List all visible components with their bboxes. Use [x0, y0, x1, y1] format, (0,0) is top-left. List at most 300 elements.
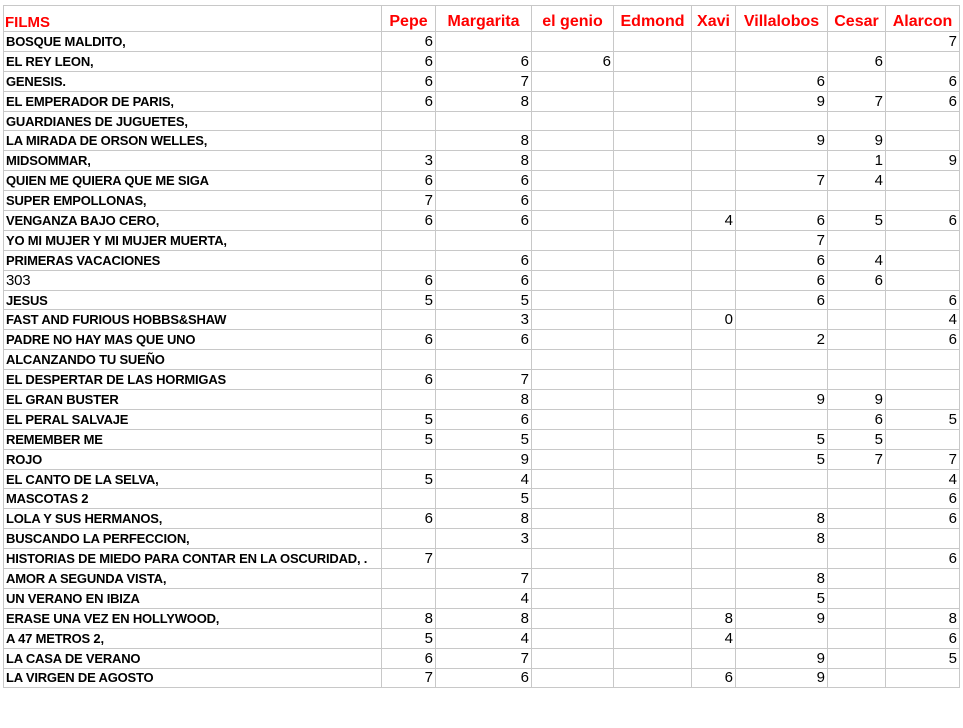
score-cell-margarita[interactable]: 7 [436, 71, 532, 91]
score-cell-margarita[interactable] [436, 350, 532, 370]
score-cell-cesar[interactable] [828, 668, 886, 688]
score-cell-margarita[interactable]: 7 [436, 370, 532, 390]
score-cell-pepe[interactable]: 7 [382, 668, 436, 688]
score-cell-alarcon[interactable]: 6 [886, 509, 960, 529]
score-cell-pepe[interactable] [382, 350, 436, 370]
score-cell-el-genio[interactable] [532, 469, 614, 489]
score-cell-alarcon[interactable]: 6 [886, 549, 960, 569]
score-cell-cesar[interactable]: 4 [828, 171, 886, 191]
score-cell-xavi[interactable] [692, 350, 736, 370]
score-cell-edmond[interactable] [614, 111, 692, 131]
score-cell-xavi[interactable]: 4 [692, 628, 736, 648]
score-cell-xavi[interactable] [692, 191, 736, 211]
score-cell-cesar[interactable] [828, 71, 886, 91]
score-cell-pepe[interactable] [382, 489, 436, 509]
film-title-cell[interactable]: UN VERANO EN IBIZA [4, 588, 382, 608]
score-cell-xavi[interactable] [692, 549, 736, 569]
score-cell-margarita[interactable] [436, 549, 532, 569]
score-cell-villalobos[interactable]: 5 [736, 429, 828, 449]
score-cell-pepe[interactable] [382, 449, 436, 469]
score-cell-alarcon[interactable] [886, 668, 960, 688]
score-cell-villalobos[interactable]: 9 [736, 648, 828, 668]
score-cell-edmond[interactable] [614, 648, 692, 668]
score-cell-pepe[interactable]: 3 [382, 151, 436, 171]
film-title-cell[interactable]: AMOR A SEGUNDA VISTA, [4, 569, 382, 589]
score-cell-el-genio[interactable] [532, 91, 614, 111]
score-cell-edmond[interactable] [614, 390, 692, 410]
score-cell-xavi[interactable] [692, 648, 736, 668]
score-cell-cesar[interactable] [828, 569, 886, 589]
score-cell-xavi[interactable] [692, 32, 736, 52]
score-cell-xavi[interactable] [692, 71, 736, 91]
score-cell-xavi[interactable]: 0 [692, 310, 736, 330]
score-cell-cesar[interactable] [828, 350, 886, 370]
score-cell-xavi[interactable]: 6 [692, 668, 736, 688]
score-cell-xavi[interactable] [692, 370, 736, 390]
score-cell-alarcon[interactable]: 6 [886, 290, 960, 310]
film-title-cell[interactable]: FAST AND FURIOUS HOBBS&SHAW [4, 310, 382, 330]
header-cell-pepe[interactable]: Pepe [382, 6, 436, 32]
film-title-cell[interactable]: LA CASA DE VERANO [4, 648, 382, 668]
score-cell-villalobos[interactable]: 2 [736, 330, 828, 350]
score-cell-el-genio[interactable]: 6 [532, 51, 614, 71]
score-cell-pepe[interactable]: 6 [382, 509, 436, 529]
score-cell-cesar[interactable] [828, 588, 886, 608]
score-cell-edmond[interactable] [614, 489, 692, 509]
score-cell-margarita[interactable] [436, 230, 532, 250]
score-cell-el-genio[interactable] [532, 608, 614, 628]
score-cell-el-genio[interactable] [532, 529, 614, 549]
score-cell-margarita[interactable]: 6 [436, 171, 532, 191]
film-title-cell[interactable]: MIDSOMMAR, [4, 151, 382, 171]
score-cell-edmond[interactable] [614, 211, 692, 231]
score-cell-cesar[interactable] [828, 509, 886, 529]
film-title-cell[interactable]: ROJO [4, 449, 382, 469]
score-cell-edmond[interactable] [614, 549, 692, 569]
score-cell-margarita[interactable]: 6 [436, 409, 532, 429]
score-cell-edmond[interactable] [614, 151, 692, 171]
film-title-cell[interactable]: GENESIS. [4, 71, 382, 91]
score-cell-xavi[interactable] [692, 449, 736, 469]
score-cell-pepe[interactable]: 7 [382, 549, 436, 569]
score-cell-villalobos[interactable]: 6 [736, 211, 828, 231]
score-cell-cesar[interactable] [828, 469, 886, 489]
score-cell-edmond[interactable] [614, 370, 692, 390]
score-cell-el-genio[interactable] [532, 230, 614, 250]
score-cell-edmond[interactable] [614, 32, 692, 52]
score-cell-edmond[interactable] [614, 131, 692, 151]
score-cell-margarita[interactable]: 8 [436, 91, 532, 111]
film-title-cell[interactable]: EL REY LEON, [4, 51, 382, 71]
score-cell-cesar[interactable]: 5 [828, 429, 886, 449]
score-cell-pepe[interactable]: 6 [382, 211, 436, 231]
score-cell-cesar[interactable]: 6 [828, 51, 886, 71]
score-cell-cesar[interactable] [828, 608, 886, 628]
score-cell-xavi[interactable]: 8 [692, 608, 736, 628]
score-cell-alarcon[interactable] [886, 429, 960, 449]
score-cell-el-genio[interactable] [532, 549, 614, 569]
score-cell-xavi[interactable] [692, 230, 736, 250]
score-cell-margarita[interactable]: 7 [436, 569, 532, 589]
score-cell-edmond[interactable] [614, 71, 692, 91]
score-cell-el-genio[interactable] [532, 211, 614, 231]
score-cell-villalobos[interactable]: 6 [736, 71, 828, 91]
score-cell-el-genio[interactable] [532, 409, 614, 429]
score-cell-alarcon[interactable] [886, 191, 960, 211]
score-cell-margarita[interactable]: 5 [436, 290, 532, 310]
score-cell-el-genio[interactable] [532, 350, 614, 370]
score-cell-edmond[interactable] [614, 51, 692, 71]
score-cell-pepe[interactable] [382, 569, 436, 589]
score-cell-villalobos[interactable]: 7 [736, 171, 828, 191]
score-cell-el-genio[interactable] [532, 71, 614, 91]
score-cell-edmond[interactable] [614, 171, 692, 191]
score-cell-edmond[interactable] [614, 429, 692, 449]
score-cell-alarcon[interactable] [886, 390, 960, 410]
score-cell-pepe[interactable]: 5 [382, 469, 436, 489]
score-cell-el-genio[interactable] [532, 429, 614, 449]
score-cell-el-genio[interactable] [532, 390, 614, 410]
score-cell-villalobos[interactable]: 8 [736, 569, 828, 589]
film-title-cell[interactable]: LA MIRADA DE ORSON WELLES, [4, 131, 382, 151]
film-title-cell[interactable]: EL CANTO DE LA SELVA, [4, 469, 382, 489]
film-title-cell[interactable]: EL EMPERADOR DE PARIS, [4, 91, 382, 111]
header-cell-margarita[interactable]: Margarita [436, 6, 532, 32]
score-cell-cesar[interactable]: 5 [828, 211, 886, 231]
film-title-cell[interactable]: A 47 METROS 2, [4, 628, 382, 648]
score-cell-margarita[interactable]: 8 [436, 390, 532, 410]
score-cell-margarita[interactable]: 8 [436, 608, 532, 628]
score-cell-cesar[interactable] [828, 489, 886, 509]
film-title-cell[interactable]: REMEMBER ME [4, 429, 382, 449]
score-cell-edmond[interactable] [614, 608, 692, 628]
score-cell-el-genio[interactable] [532, 250, 614, 270]
score-cell-margarita[interactable]: 4 [436, 628, 532, 648]
score-cell-villalobos[interactable] [736, 628, 828, 648]
score-cell-edmond[interactable] [614, 270, 692, 290]
score-cell-margarita[interactable]: 6 [436, 250, 532, 270]
film-title-cell[interactable]: PRIMERAS VACACIONES [4, 250, 382, 270]
score-cell-margarita[interactable]: 5 [436, 429, 532, 449]
score-cell-alarcon[interactable]: 6 [886, 71, 960, 91]
score-cell-margarita[interactable]: 4 [436, 588, 532, 608]
score-cell-cesar[interactable]: 6 [828, 270, 886, 290]
score-cell-margarita[interactable]: 6 [436, 191, 532, 211]
score-cell-el-genio[interactable] [532, 290, 614, 310]
score-cell-villalobos[interactable] [736, 350, 828, 370]
score-cell-margarita[interactable]: 6 [436, 211, 532, 231]
film-title-cell[interactable]: YO MI MUJER Y MI MUJER MUERTA, [4, 230, 382, 250]
score-cell-el-genio[interactable] [532, 310, 614, 330]
film-title-cell[interactable]: QUIEN ME QUIERA QUE ME SIGA [4, 171, 382, 191]
score-cell-edmond[interactable] [614, 409, 692, 429]
score-cell-pepe[interactable] [382, 250, 436, 270]
score-cell-margarita[interactable]: 6 [436, 330, 532, 350]
score-cell-edmond[interactable] [614, 449, 692, 469]
score-cell-edmond[interactable] [614, 191, 692, 211]
score-cell-alarcon[interactable]: 6 [886, 91, 960, 111]
score-cell-pepe[interactable] [382, 310, 436, 330]
score-cell-pepe[interactable]: 6 [382, 51, 436, 71]
film-title-cell[interactable]: HISTORIAS DE MIEDO PARA CONTAR EN LA OSCURIDAD, . [4, 549, 382, 569]
score-cell-villalobos[interactable]: 9 [736, 131, 828, 151]
score-cell-villalobos[interactable]: 8 [736, 509, 828, 529]
score-cell-xavi[interactable] [692, 290, 736, 310]
score-cell-villalobos[interactable]: 7 [736, 230, 828, 250]
score-cell-alarcon[interactable] [886, 270, 960, 290]
score-cell-margarita[interactable] [436, 32, 532, 52]
film-title-cell[interactable]: JESUS [4, 290, 382, 310]
score-cell-el-genio[interactable] [532, 191, 614, 211]
score-cell-villalobos[interactable] [736, 409, 828, 429]
score-cell-el-genio[interactable] [532, 171, 614, 191]
score-cell-pepe[interactable]: 6 [382, 270, 436, 290]
score-cell-xavi[interactable] [692, 151, 736, 171]
score-cell-xavi[interactable] [692, 489, 736, 509]
score-cell-cesar[interactable] [828, 648, 886, 668]
score-cell-pepe[interactable]: 6 [382, 330, 436, 350]
score-cell-el-genio[interactable] [532, 628, 614, 648]
score-cell-margarita[interactable]: 7 [436, 648, 532, 668]
score-cell-margarita[interactable]: 6 [436, 51, 532, 71]
score-cell-margarita[interactable]: 9 [436, 449, 532, 469]
score-cell-edmond[interactable] [614, 310, 692, 330]
score-cell-alarcon[interactable]: 6 [886, 628, 960, 648]
score-cell-cesar[interactable] [828, 290, 886, 310]
header-cell-alarcon[interactable]: Alarcon [886, 6, 960, 32]
score-cell-alarcon[interactable] [886, 569, 960, 589]
score-cell-alarcon[interactable] [886, 230, 960, 250]
score-cell-alarcon[interactable] [886, 111, 960, 131]
film-title-cell[interactable]: MASCOTAS 2 [4, 489, 382, 509]
film-title-cell[interactable]: LA VIRGEN DE AGOSTO [4, 668, 382, 688]
score-cell-cesar[interactable] [828, 32, 886, 52]
score-cell-el-genio[interactable] [532, 449, 614, 469]
score-cell-margarita[interactable]: 5 [436, 489, 532, 509]
score-cell-villalobos[interactable] [736, 51, 828, 71]
score-cell-edmond[interactable] [614, 668, 692, 688]
score-cell-xavi[interactable] [692, 390, 736, 410]
score-cell-margarita[interactable]: 3 [436, 529, 532, 549]
score-cell-pepe[interactable]: 6 [382, 171, 436, 191]
score-cell-xavi[interactable] [692, 91, 736, 111]
score-cell-villalobos[interactable]: 6 [736, 250, 828, 270]
score-cell-villalobos[interactable] [736, 370, 828, 390]
score-cell-pepe[interactable]: 6 [382, 91, 436, 111]
score-cell-pepe[interactable]: 7 [382, 191, 436, 211]
film-title-cell[interactable]: ALCANZANDO TU SUEÑO [4, 350, 382, 370]
score-cell-edmond[interactable] [614, 529, 692, 549]
score-cell-alarcon[interactable]: 7 [886, 449, 960, 469]
score-cell-pepe[interactable] [382, 111, 436, 131]
header-cell-edmond[interactable]: Edmond [614, 6, 692, 32]
score-cell-margarita[interactable]: 6 [436, 270, 532, 290]
score-cell-xavi[interactable] [692, 569, 736, 589]
score-cell-alarcon[interactable]: 6 [886, 330, 960, 350]
score-cell-el-genio[interactable] [532, 151, 614, 171]
header-cell-films[interactable]: FILMS [4, 6, 382, 32]
score-cell-edmond[interactable] [614, 91, 692, 111]
score-cell-margarita[interactable]: 8 [436, 509, 532, 529]
score-cell-alarcon[interactable] [886, 350, 960, 370]
score-cell-edmond[interactable] [614, 290, 692, 310]
score-cell-villalobos[interactable] [736, 111, 828, 131]
score-cell-alarcon[interactable]: 6 [886, 489, 960, 509]
score-cell-cesar[interactable]: 1 [828, 151, 886, 171]
score-cell-pepe[interactable]: 5 [382, 409, 436, 429]
score-cell-cesar[interactable] [828, 191, 886, 211]
score-cell-pepe[interactable]: 6 [382, 71, 436, 91]
score-cell-villalobos[interactable]: 6 [736, 270, 828, 290]
film-title-cell[interactable]: SUPER EMPOLLONAS, [4, 191, 382, 211]
film-title-cell[interactable]: BOSQUE MALDITO, [4, 32, 382, 52]
score-cell-villalobos[interactable] [736, 32, 828, 52]
score-cell-cesar[interactable]: 9 [828, 390, 886, 410]
score-cell-villalobos[interactable] [736, 310, 828, 330]
score-cell-cesar[interactable]: 4 [828, 250, 886, 270]
score-cell-alarcon[interactable]: 5 [886, 648, 960, 668]
score-cell-alarcon[interactable] [886, 171, 960, 191]
score-cell-cesar[interactable] [828, 310, 886, 330]
film-title-cell[interactable]: 303 [4, 270, 382, 290]
score-cell-cesar[interactable] [828, 529, 886, 549]
score-cell-edmond[interactable] [614, 569, 692, 589]
score-cell-xavi[interactable] [692, 171, 736, 191]
film-title-cell[interactable]: EL GRAN BUSTER [4, 390, 382, 410]
score-cell-pepe[interactable]: 8 [382, 608, 436, 628]
score-cell-alarcon[interactable] [886, 250, 960, 270]
score-cell-cesar[interactable]: 6 [828, 409, 886, 429]
film-title-cell[interactable]: ERASE UNA VEZ EN HOLLYWOOD, [4, 608, 382, 628]
header-cell-villalobos[interactable]: Villalobos [736, 6, 828, 32]
score-cell-pepe[interactable]: 5 [382, 429, 436, 449]
score-cell-cesar[interactable] [828, 370, 886, 390]
score-cell-villalobos[interactable]: 9 [736, 91, 828, 111]
score-cell-alarcon[interactable]: 7 [886, 32, 960, 52]
score-cell-villalobos[interactable] [736, 549, 828, 569]
score-cell-alarcon[interactable] [886, 370, 960, 390]
score-cell-alarcon[interactable] [886, 131, 960, 151]
score-cell-el-genio[interactable] [532, 648, 614, 668]
score-cell-el-genio[interactable] [532, 131, 614, 151]
score-cell-pepe[interactable] [382, 131, 436, 151]
score-cell-xavi[interactable] [692, 270, 736, 290]
score-cell-xavi[interactable] [692, 409, 736, 429]
score-cell-cesar[interactable]: 7 [828, 91, 886, 111]
score-cell-pepe[interactable]: 6 [382, 370, 436, 390]
score-cell-el-genio[interactable] [532, 270, 614, 290]
score-cell-edmond[interactable] [614, 230, 692, 250]
film-title-cell[interactable]: LOLA Y SUS HERMANOS, [4, 509, 382, 529]
score-cell-cesar[interactable] [828, 111, 886, 131]
score-cell-cesar[interactable] [828, 330, 886, 350]
score-cell-villalobos[interactable] [736, 469, 828, 489]
score-cell-xavi[interactable]: 4 [692, 211, 736, 231]
score-cell-alarcon[interactable]: 6 [886, 211, 960, 231]
score-cell-el-genio[interactable] [532, 569, 614, 589]
score-cell-cesar[interactable] [828, 628, 886, 648]
score-cell-xavi[interactable] [692, 51, 736, 71]
score-cell-edmond[interactable] [614, 350, 692, 370]
score-cell-el-genio[interactable] [532, 111, 614, 131]
score-cell-alarcon[interactable]: 4 [886, 310, 960, 330]
score-cell-margarita[interactable]: 6 [436, 668, 532, 688]
score-cell-el-genio[interactable] [532, 330, 614, 350]
score-cell-pepe[interactable] [382, 529, 436, 549]
score-cell-pepe[interactable] [382, 588, 436, 608]
score-cell-edmond[interactable] [614, 330, 692, 350]
score-cell-villalobos[interactable]: 9 [736, 608, 828, 628]
score-cell-xavi[interactable] [692, 509, 736, 529]
score-cell-villalobos[interactable] [736, 151, 828, 171]
score-cell-alarcon[interactable]: 9 [886, 151, 960, 171]
film-title-cell[interactable]: EL DESPERTAR DE LAS HORMIGAS [4, 370, 382, 390]
score-cell-margarita[interactable]: 3 [436, 310, 532, 330]
score-cell-xavi[interactable] [692, 529, 736, 549]
score-cell-villalobos[interactable]: 5 [736, 588, 828, 608]
score-cell-xavi[interactable] [692, 131, 736, 151]
film-title-cell[interactable]: GUARDIANES DE JUGUETES, [4, 111, 382, 131]
score-cell-el-genio[interactable] [532, 668, 614, 688]
film-title-cell[interactable]: VENGANZA BAJO CERO, [4, 211, 382, 231]
score-cell-edmond[interactable] [614, 469, 692, 489]
score-cell-xavi[interactable] [692, 250, 736, 270]
score-cell-xavi[interactable] [692, 330, 736, 350]
score-cell-alarcon[interactable]: 8 [886, 608, 960, 628]
score-cell-edmond[interactable] [614, 509, 692, 529]
score-cell-pepe[interactable]: 6 [382, 32, 436, 52]
score-cell-alarcon[interactable] [886, 588, 960, 608]
score-cell-el-genio[interactable] [532, 489, 614, 509]
score-cell-pepe[interactable]: 5 [382, 628, 436, 648]
score-cell-xavi[interactable] [692, 588, 736, 608]
score-cell-villalobos[interactable]: 5 [736, 449, 828, 469]
score-cell-villalobos[interactable]: 6 [736, 290, 828, 310]
score-cell-edmond[interactable] [614, 250, 692, 270]
score-cell-pepe[interactable]: 6 [382, 648, 436, 668]
score-cell-cesar[interactable] [828, 230, 886, 250]
score-cell-cesar[interactable] [828, 549, 886, 569]
film-title-cell[interactable]: BUSCANDO LA PERFECCION, [4, 529, 382, 549]
score-cell-alarcon[interactable] [886, 529, 960, 549]
score-cell-xavi[interactable] [692, 429, 736, 449]
score-cell-villalobos[interactable]: 8 [736, 529, 828, 549]
score-cell-pepe[interactable]: 5 [382, 290, 436, 310]
score-cell-xavi[interactable] [692, 111, 736, 131]
header-cell-xavi[interactable]: Xavi [692, 6, 736, 32]
header-cell-cesar[interactable]: Cesar [828, 6, 886, 32]
score-cell-villalobos[interactable]: 9 [736, 668, 828, 688]
score-cell-cesar[interactable]: 7 [828, 449, 886, 469]
score-cell-villalobos[interactable] [736, 191, 828, 211]
header-cell-el-genio[interactable]: el genio [532, 6, 614, 32]
score-cell-alarcon[interactable] [886, 51, 960, 71]
score-cell-el-genio[interactable] [532, 370, 614, 390]
score-cell-cesar[interactable]: 9 [828, 131, 886, 151]
score-cell-margarita[interactable]: 8 [436, 151, 532, 171]
score-cell-alarcon[interactable]: 4 [886, 469, 960, 489]
score-cell-edmond[interactable] [614, 628, 692, 648]
score-cell-pepe[interactable] [382, 230, 436, 250]
score-cell-el-genio[interactable] [532, 588, 614, 608]
score-cell-margarita[interactable]: 8 [436, 131, 532, 151]
score-cell-margarita[interactable] [436, 111, 532, 131]
score-cell-villalobos[interactable] [736, 489, 828, 509]
score-cell-edmond[interactable] [614, 588, 692, 608]
film-title-cell[interactable]: EL PERAL SALVAJE [4, 409, 382, 429]
score-cell-xavi[interactable] [692, 469, 736, 489]
score-cell-el-genio[interactable] [532, 509, 614, 529]
